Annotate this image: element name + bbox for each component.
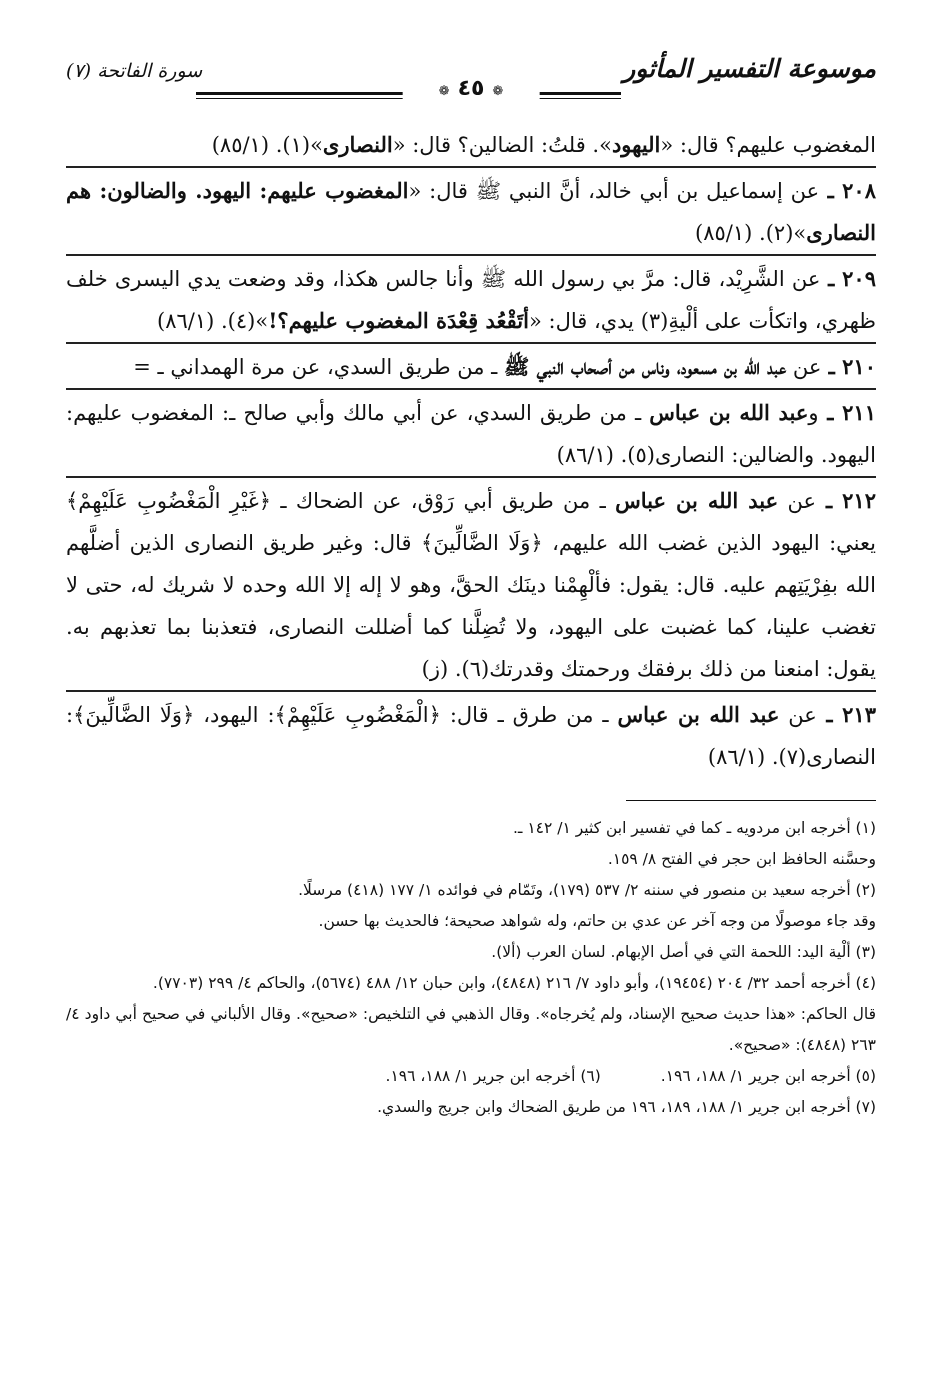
footnote: (٤) أخرجه أحمد ٣٢/ ٢٠٤ (١٩٤٥٤)، وأبو داود ٧/ ٢١٦ (٤٨٤٨)، وابن حبان ١٢/ ٤٨٨ (٥٦٧٤)، والحاكم ٤/ ٢٩٩ (٧٧٠٣). — [152, 974, 876, 992]
text-segment: ـ من طريق السدي، عن مرة الهمداني ـ = — [133, 355, 504, 379]
ornament-icon: ❁ — [492, 84, 504, 99]
text-segment: عن الشَّرِيْد، قال: مرَّ بي رسول الله ﷺ وأنا جالس هكذا، وقد وضعت يدي اليسرى خلف ظهري، واتكأت على ألْيةِ(٣) يدي، قال: « — [66, 267, 876, 333]
footnote-pair — [66, 1061, 876, 1092]
bold-text: المغضوب عليهم: اليهود. والضالون: هم النصارى — [66, 178, 876, 245]
footnote: (١) أخرجه ابن مردويه ـ كما في تفسير ابن كثير ١/ ١٤٢ ـ. — [512, 819, 876, 837]
bold-text: اليهود — [611, 132, 661, 157]
text-segment: »(٤). (٨٦/١) — [157, 309, 269, 333]
text-segment: ـ من طريق السدي، عن أبي مالك وأبي صالح ـ: المغضوب عليهم: اليهود. والضالين: النصارى(٥). (٨٦/١) — [66, 401, 876, 467]
text-segment: عن — [778, 489, 817, 513]
footnote-separator — [626, 800, 876, 801]
text-segment: المغضوب عليهم؟ قال: « — [660, 133, 876, 157]
bold-text: عبد الله بن مسعود، وناس من أصحاب النبي ﷺ — [503, 354, 787, 379]
document-page — [66, 46, 876, 1123]
text-segment: و — [808, 401, 819, 425]
text-segment: عن — [779, 703, 817, 727]
main-text — [66, 124, 876, 778]
hadith-paragraph — [66, 124, 876, 166]
ornament-icon: ❁ — [438, 84, 450, 99]
footnote: وحسَّنه الحافظ ابن حجر في الفتح ٨/ ١٥٩. — [607, 850, 876, 868]
hadith-paragraph — [66, 476, 876, 690]
text-segment: عن — [786, 355, 822, 379]
hadith-paragraph — [66, 388, 876, 476]
text-segment: عن إسماعيل بن أبي خالد، أنَّ النبي ﷺ قال: « — [408, 179, 820, 203]
text-segment: »(١). (٨٥/١) — [211, 133, 323, 157]
bold-text: عبد الله بن عباس — [615, 488, 779, 513]
footnote: (٦) أخرجه ابن جرير ١/ ١٨٨، ١٩٦. — [385, 1067, 601, 1085]
bold-text: ٢١١ ـ — [818, 400, 876, 425]
hadith-paragraph — [66, 690, 876, 778]
bold-text: ٢١٣ ـ — [816, 702, 876, 727]
bold-text: عبد الله بن عباس — [649, 400, 809, 425]
page-number-value: ٤٥ — [457, 76, 485, 101]
bold-text: ٢٠٩ ـ — [820, 266, 876, 291]
page-header — [66, 46, 876, 106]
footnote: (٧) أخرجه ابن جرير ١/ ١٨٨، ١٨٩، ١٩٦ من طريق الضحاك وابن جريج والسدي. — [377, 1098, 876, 1116]
footnote: (٥) أخرجه ابن جرير ١/ ١٨٨، ١٩٦. — [660, 1067, 876, 1085]
page-number — [403, 76, 540, 101]
footnote: قال الحاكم: «هذا حديث صحيح الإسناد، ولم يُخرجاه». وقال الذهبي في التلخيص: «صحيح». وقال الألباني في صحيح أبي داود ٤/ ٢٦٣ (٤٨٤٨): «صحيح». — [66, 1005, 876, 1054]
hadith-paragraph — [66, 166, 876, 254]
footnote: (٣) ألْية اليد: اللحمة التي في أصل الإبهام. لسان العرب (ألا). — [491, 943, 876, 961]
bold-text: ٢١٢ ـ — [816, 488, 876, 513]
text-segment: ـ من طريق أبي رَوْق، عن الضحاك ـ ﴿غَيْرِ الْمَغْضُوبِ عَلَيْهِمْ﴾ يعني: اليهود الذين غضب الله عليهم، ﴿وَلَا الضَّالِّينَ﴾ قال: وغير طريق النصارى الذين أضلَّهم الله بفِرْيَتِهم عليه. قال: يقول: فألْهِمْنا دينَك الحقَّ، وهو لا إله إلا الله وحده لا شريك له، حتى لا تغضب علينا، كما غضبت على اليهود، ولا تُضِلَّنا كما أضللت النصارى، فتعذبنا بما تعذبهم به. يقول: امنعنا من ذلك برفقك ورحمتك وقدرتك(٦). (ز) — [66, 489, 876, 681]
surah-name: سورة الفاتحة (٧) — [66, 60, 203, 82]
footnotes — [66, 813, 876, 1123]
bold-text: أتَقْعُد قِعْدَة المغضوب عليهم؟! — [268, 308, 529, 333]
text-segment: ـ من طرق ـ قال: ﴿الْمَغْضُوبِ عَلَيْهِمْ﴾: اليهود، ﴿وَلَا الضَّالِّينَ﴾: النصارى(٧). (٨٦/١) — [66, 703, 876, 769]
hadith-paragraph — [66, 342, 876, 388]
bold-text: النصارى — [322, 132, 393, 157]
bold-text: عبد الله بن عباس — [617, 702, 780, 727]
text-segment: »(٢). (٨٥/١) — [695, 221, 807, 245]
footnote: وقد جاء موصولًا من وجه آخر عن عدي بن حاتم، وله شواهد صحيحة؛ فالحديث بها حسن. — [318, 912, 876, 930]
hadith-paragraph — [66, 254, 876, 342]
footnote-list — [66, 813, 876, 1061]
bold-text: ٢٠٨ ـ — [819, 178, 876, 203]
footnote: (٢) أخرجه سعيد بن منصور في سننه ٢/ ٥٣٧ (١٧٩)، وتَمّام في فوائده ١/ ١٧٧ (٤١٨) مرسلًا. — [298, 881, 876, 899]
bold-text: ٢١٠ ـ — [821, 354, 876, 379]
book-title: موسوعة التفسير المأثور — [623, 54, 876, 83]
text-segment: ». قلتُ: الضالين؟ قال: « — [392, 133, 612, 157]
